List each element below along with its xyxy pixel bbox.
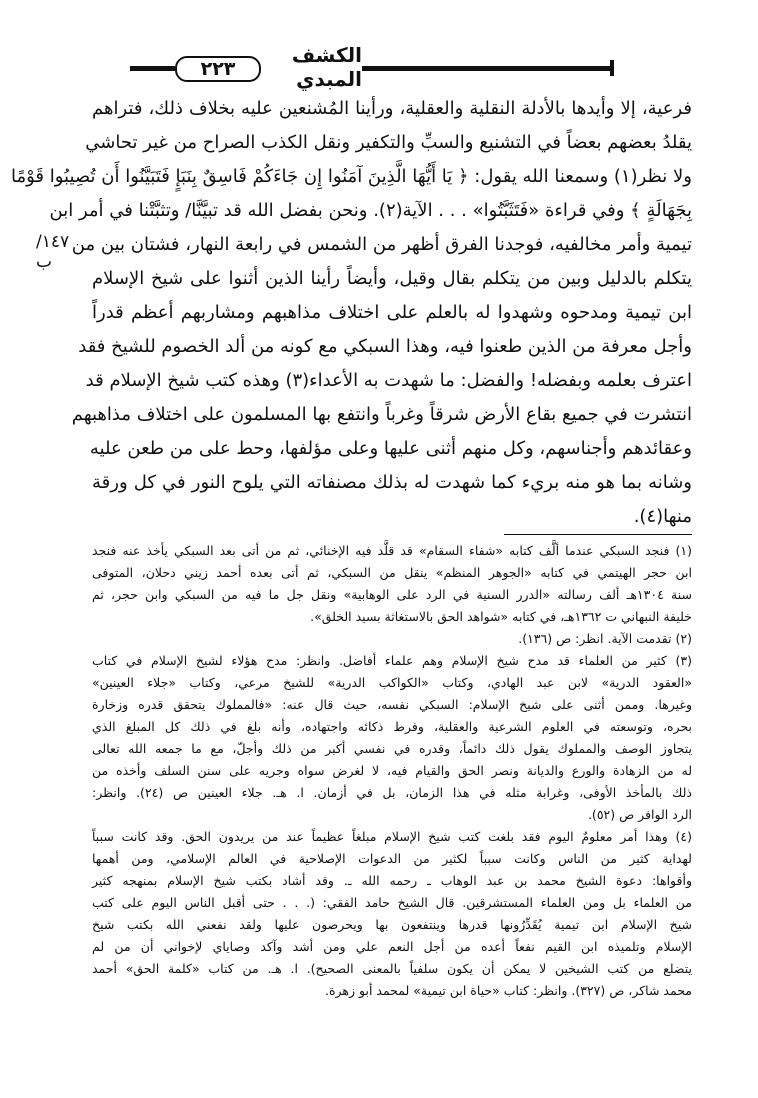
- footnote-line: وأقواها: دعوة الشيخ محمد بن عبد الوهاب ـ رحمه الله ـ. وقد أشاد بكتب شيخ الإسلام بمنهجه كثير: [92, 873, 692, 888]
- footnote-line: من العلماء بل ومن العلماء المستشرقين. قال الشيخ حامد الفقي: (. . . حتى أقبل الناس اليوم على كتب: [92, 895, 692, 910]
- footnote-line: «العقود الدرية» لابن عبد الهادي، وكتاب «الكواكب الدرية» للشيخ مرعي، وكتاب «جلاء العينين»: [92, 675, 692, 690]
- text-line: فرعية، إلا وأيدها بالأدلة النقلية والعقلية، ورأينا المُشنعين عليه بخلاف ذلك، فتراهم: [92, 98, 692, 119]
- footnote-line: محمد شاكر، ص (٣٢٧). وانظر: كتاب «حياة ابن تيمية» لمحمد أبو زهرة.: [324, 983, 692, 998]
- text-line: ولا نظر(١) وسمعنا الله يقول: ﴿ يَا أَيُّهَا الَّذِينَ آمَنُوا إِن جَاءَكُمْ فَاسِقٌ بِنَبَإٍ فَتَبَيَّنُوا أَن تُصِيبُوا قَوْمًا: [11, 166, 692, 187]
- footnote-line: (٤) وهذا أمر معلومٌ اليوم فقد بلغت كتب شيخ الإسلام مبلغاً عظيماً عند من يريدون الحق. وقد كانت سبباً: [92, 829, 692, 844]
- footnotes: [92, 540, 692, 1002]
- running-title: الكشف المبدي: [291, 43, 362, 91]
- text-line: انتشرت في جميع بقاع الأرض شرقاً وغرباً وانتفع بها المسلمون على اختلاف مذاهبهم: [71, 404, 692, 425]
- text-line: يقلدُ بعضهم بعضاً في التشنيع والسبِّ والتكفير ونقل الكذب الصراح من غير تحاشي: [85, 132, 692, 153]
- footnote-3: [92, 650, 692, 826]
- text-line: تيمية وأمر مخالفيه، فوجدنا الفرق أظهر من الشمس في رابعة النهار، فشتان بين من: [71, 234, 692, 255]
- footnote-line: يتضلع من كتب الشيخين لا يمكن أن يكون سلفياً بالمعنى الصحيح). ا. هـ. من كتاب «كلمة الحق» أحمد: [92, 961, 692, 976]
- footnote-1: [92, 540, 692, 628]
- text-line: منها(٤).: [633, 506, 692, 527]
- text-line: ابن تيمية ومدحوه وشهدوا له بالعلم على اختلاف مذاهبهم ومشاربهم أعظم قدراً: [92, 302, 692, 323]
- footnote-line: شيخ الإسلام ابن تيمية يُقَدِّرُونها قدرها وينتفعون بها ويحرصون عليها ولقد نفعني الله بكتب شيخ: [92, 917, 692, 932]
- footnote-line: سنة ١٣٠٤هـ ألف رسالته «الدرر السنية في الرد على الوهابية» ونقل جل ما فيه من السبكي وابن حجر، ثم: [92, 587, 692, 602]
- text-line: اعترف بعلمه وبفضله! والفضل: ما شهدت به الأعداء(٣) وهذه كتب شيخ الإسلام قد: [85, 370, 692, 391]
- page-number: ٢٢٣: [175, 56, 261, 82]
- text-line: بِجَهَالَةٍ ﴾ وفي قراءة «فَتَثَبَّتُوا» . . . الآية(٢). ونحن بفضل الله قد تبيَّنَّا/ وتثبَّتْنا في أمر ابن: [49, 200, 692, 221]
- footnote-separator: [504, 534, 692, 535]
- header-rule-left: [130, 66, 175, 71]
- footnote-line: وغيرها. وممن أثنى على شيخ الإسلام: السبكي نفسه، حيث قال عنه: «فالمملوك يتحقق قدره وزخارة: [92, 697, 692, 712]
- footnote-line: ذلك بالمأخذ الأوفى، وغرابة مثله في هذا الزمان، بل في أزمان. ا. هـ. جلاء العينين ص (٢٤). وانظر:: [92, 785, 692, 800]
- footnote-line: له من الزهادة والورع والديانة ونصر الحق والقيام فيه، لا لغرض سواه وجريه على سنن السلف وأخذه من: [92, 763, 692, 778]
- footnote-line: يتجاوز الوصف والمملوك يقول ذلك دائماً، وقدره في نفسي أكبر من ذلك وأجلّ، مع ما جمعه الله تعالى: [92, 741, 692, 756]
- footnote-line: لهداية كثير من الناس وكانت سبباً لكثير من الدعوات الإصلاحية في العالم الإسلامي، ومن أهمها: [92, 851, 692, 866]
- text-line: وعقائدهم وأجناسهم، وكل منهم أثنى عليها وعلى مؤلفها، وحط على من طعن عليه: [89, 438, 692, 459]
- footnote-4: [92, 826, 692, 1002]
- text-line: وأجل معرفة من الذين طعنوا فيه، وهذا السبكي مع كونه من ألد الخصوم للشيخ فقد: [78, 336, 692, 357]
- footnote-line: (٣) كثير من العلماء قد مدح شيخ الإسلام وهم علماء أفاضل. وانظر: مدح هؤلاء لشيخ الإسلام في كتاب: [92, 653, 692, 668]
- footnote-line: الرد الوافر ص (٥٢).: [587, 807, 692, 822]
- footnote-line: الإسلام وتلميذه ابن القيم نفعاً أعده من أجل النعم علي ومن أشد وآكد وصاياي لإخواني أن من لم: [92, 939, 692, 954]
- footnote-line: بحره، وتوسعته في العلوم الشرعية والعقلية، وفرط ذكائه واجتهاده، وأنه بلغ في ذلك كل المبلغ الذي: [92, 719, 692, 734]
- text-line: يتكلم بالدليل وبين من يتكلم بقال وقيل، وأيضاً رأينا الذين أثنوا على شيخ الإسلام: [92, 268, 692, 289]
- header-rule-right: [362, 66, 610, 71]
- header-rule-end: [610, 60, 614, 76]
- footnote-line: خليفة النبهاني ت ١٣٦٢هـ، في كتابه «شواهد الحق بالاستغاثة بسيد الخلق».: [310, 609, 692, 624]
- footnote-2: [92, 628, 692, 650]
- footnote-line: ابن حجر الهيتمي في كتابه «الجوهر المنظم» ينقل من السبكي، ثم أتى بعده أحمد زيني دحلان، المتوفى: [92, 565, 692, 580]
- text-line: وشانه بما هو منه بريء كما شهدت له بذلك مصنفاته التي يلوح النور في كل ورقة: [92, 472, 692, 493]
- manuscript-folio-marker: ١٤٧/ ب: [36, 232, 70, 272]
- footnote-line: (٢) تقدمت الآية. انظر: ص (١٣٦).: [518, 631, 692, 646]
- page-header: [0, 43, 758, 91]
- footnote-line: (١) فنجد السبكي عندما ألَّف كتابه «شفاء السقام» قد قلَّد فيه الإخنائي، ثم من أتى بعد السبكي يأخذ عنه فنجد: [92, 543, 692, 558]
